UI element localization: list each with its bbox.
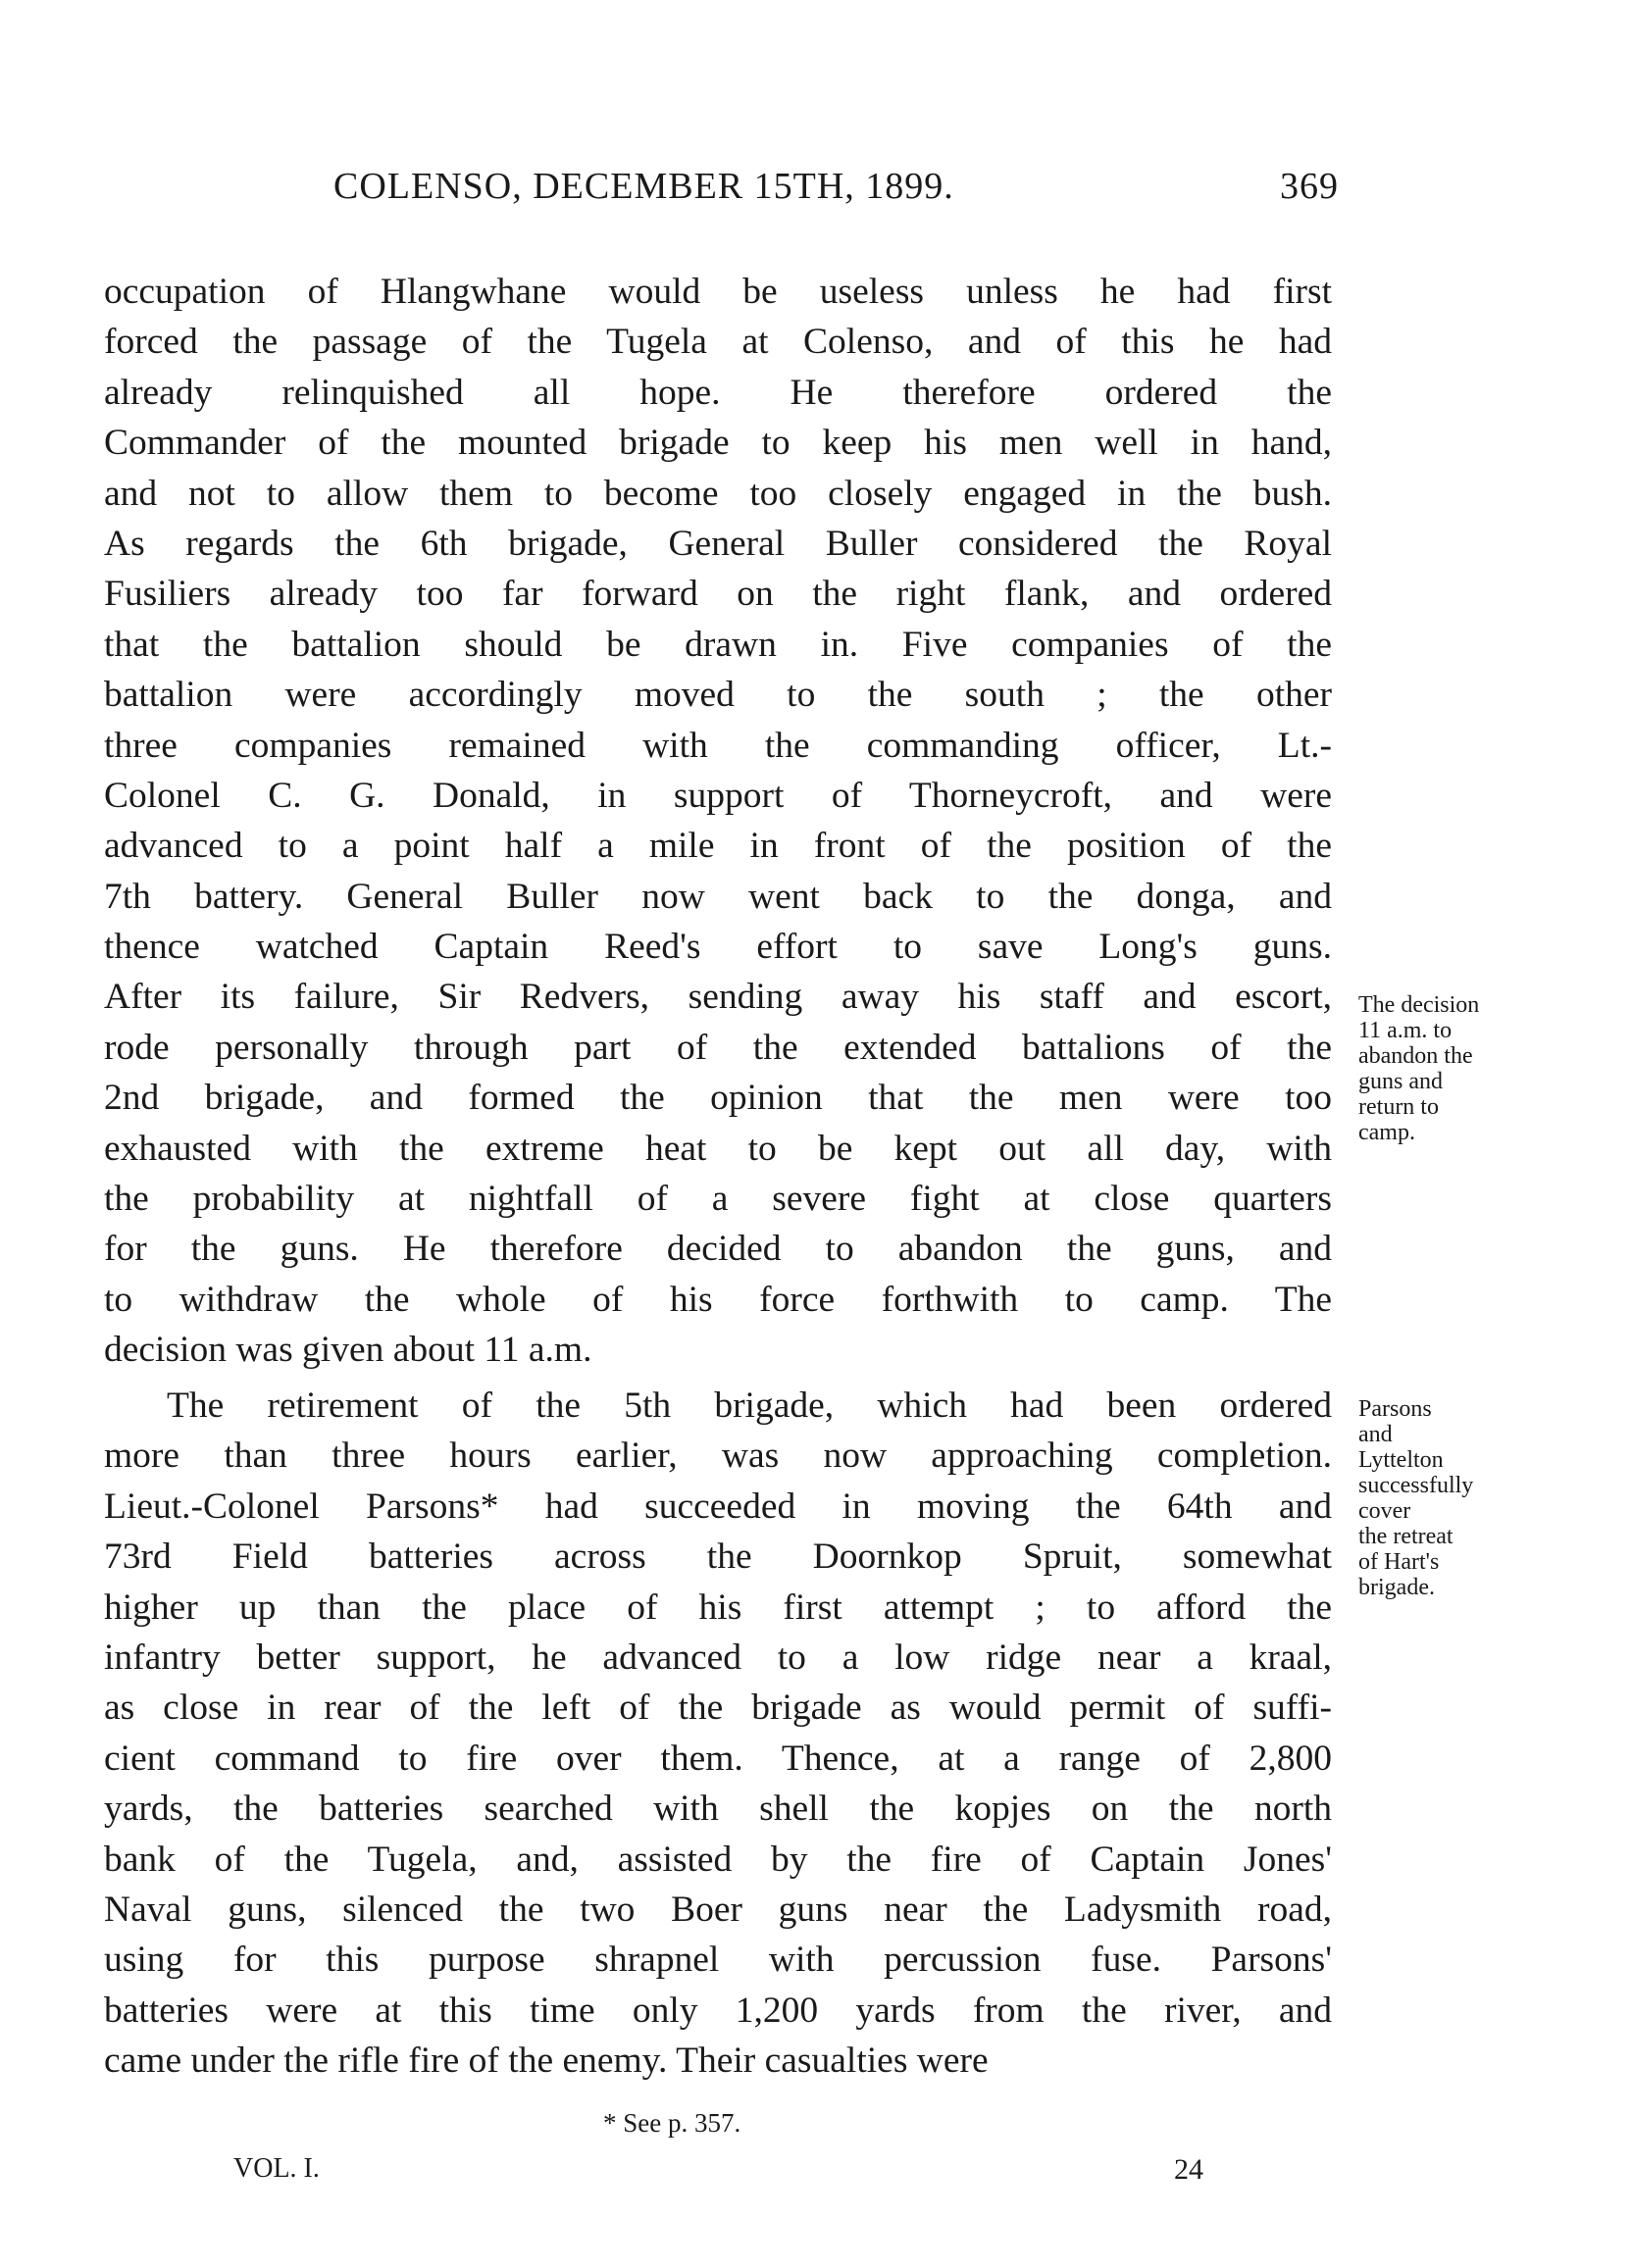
text-line: decision was given about 11 a.m. — [104, 1330, 592, 1371]
margin-note-line: cover — [1358, 1498, 1411, 1524]
text-line: cient command to fire over them. Thence, at a range of 2,800 — [104, 1738, 1332, 1779]
text-line: Lieut.-Colonel Parsons* had succeeded in moving the 64th and — [104, 1486, 1332, 1527]
text-line: occupation of Hlangwhane would be useless unless he had first — [104, 272, 1332, 312]
paragraph-2 — [104, 1381, 1332, 2086]
margin-note-line: abandon the — [1358, 1043, 1473, 1069]
text-line: thence watched Captain Reed's effort to save Long's guns. — [104, 927, 1332, 968]
margin-note-line: camp. — [1358, 1120, 1415, 1145]
text-line: the probability at nightfall of a severe fight at close quarters — [104, 1179, 1332, 1220]
margin-note-line: return to — [1358, 1094, 1439, 1120]
text-line: to withdraw the whole of his force forthwith to camp. The — [104, 1279, 1332, 1320]
sheet-number: 24 — [1174, 2153, 1203, 2186]
margin-note-decision — [1358, 992, 1479, 1145]
page-number: 369 — [1280, 166, 1339, 207]
text-line: three companies remained with the commanding officer, Lt.- — [104, 725, 1332, 766]
signature-mark: VOL. I. — [233, 2153, 320, 2184]
text-line: using for this purpose shrapnel with percussion fuse. Parsons' — [104, 1940, 1332, 1981]
text-line: Commander of the mounted brigade to keep his men well in hand, — [104, 423, 1332, 464]
margin-note-line: and — [1358, 1422, 1393, 1447]
text-line: Fusiliers already too far forward on the right flank, and ordered — [104, 574, 1332, 615]
text-line: 73rd Field batteries across the Doornkop Spruit, somewhat — [104, 1537, 1332, 1578]
text-line: bank of the Tugela, and, assisted by the fire of Captain Jones' — [104, 1839, 1332, 1880]
text-line: exhausted with the extreme heat to be kept out all day, with — [104, 1128, 1332, 1169]
margin-note-line: The decision — [1358, 992, 1480, 1018]
text-line: came under the rifle fire of the enemy. Their casualties were — [104, 2041, 989, 2082]
text-line: already relinquished all hope. He therefore ordered the — [104, 372, 1332, 413]
text-line: Naval guns, silenced the two Boer guns near the Ladysmith road, — [104, 1889, 1332, 1930]
text-line: advanced to a point half a mile in front of the position of the — [104, 826, 1332, 867]
text-line: 7th battery. General Buller now went back to the donga, and — [104, 876, 1332, 917]
text-line: battalion were accordingly moved to the south ; the other — [104, 675, 1332, 716]
running-head: COLENSO, DECEMBER 15TH, 1899. — [333, 166, 954, 207]
paragraph-1 — [104, 267, 1332, 1376]
margin-note-line: Parsons — [1358, 1396, 1432, 1422]
margin-note-line: of Hart's — [1358, 1549, 1440, 1575]
margin-note-line: guns and — [1358, 1069, 1443, 1094]
text-line: The retirement of the 5th brigade, which had been ordered — [167, 1386, 1332, 1426]
text-line: rode personally through part of the extended battalions of the — [104, 1027, 1332, 1068]
text-line: higher up than the place of his first attempt ; to afford the — [104, 1587, 1332, 1628]
text-line: as close in rear of the left of the brigade as would permit of suffi- — [104, 1688, 1332, 1729]
margin-note-line: 11 a.m. to — [1358, 1018, 1453, 1043]
text-line: that the battalion should be drawn in. Five companies of the — [104, 624, 1332, 665]
margin-note-parsons — [1358, 1396, 1473, 1600]
text-line: and not to allow them to become too closely engaged in the bush. — [104, 473, 1332, 514]
margin-note-line: Lyttelton — [1358, 1447, 1444, 1473]
text-line: After its failure, Sir Redvers, sending away his staff and escort, — [104, 977, 1332, 1018]
text-line: forced the passage of the Tugela at Colenso, and of this he had — [104, 322, 1332, 363]
margin-note-line: the retreat — [1358, 1524, 1454, 1549]
text-line: infantry better support, he advanced to a low ridge near a kraal, — [104, 1637, 1332, 1678]
text-line: As regards the 6th brigade, General Buller considered the Royal — [104, 523, 1332, 564]
margin-note-line: successfully — [1358, 1473, 1474, 1498]
text-line: Colonel C. G. Donald, in support of Thorneycroft, and were — [104, 775, 1332, 816]
text-line: more than three hours earlier, was now approaching completion. — [104, 1436, 1332, 1477]
footnote: * See p. 357. — [603, 2108, 741, 2138]
margin-note-line: brigade. — [1358, 1575, 1435, 1600]
text-line: 2nd brigade, and formed the opinion that the men were too — [104, 1078, 1332, 1119]
text-line: yards, the batteries searched with shell the kopjes on the north — [104, 1789, 1332, 1830]
text-line: batteries were at this time only 1,200 yards from the river, and — [104, 1990, 1332, 2031]
text-line: for the guns. He therefore decided to abandon the guns, and — [104, 1229, 1332, 1270]
